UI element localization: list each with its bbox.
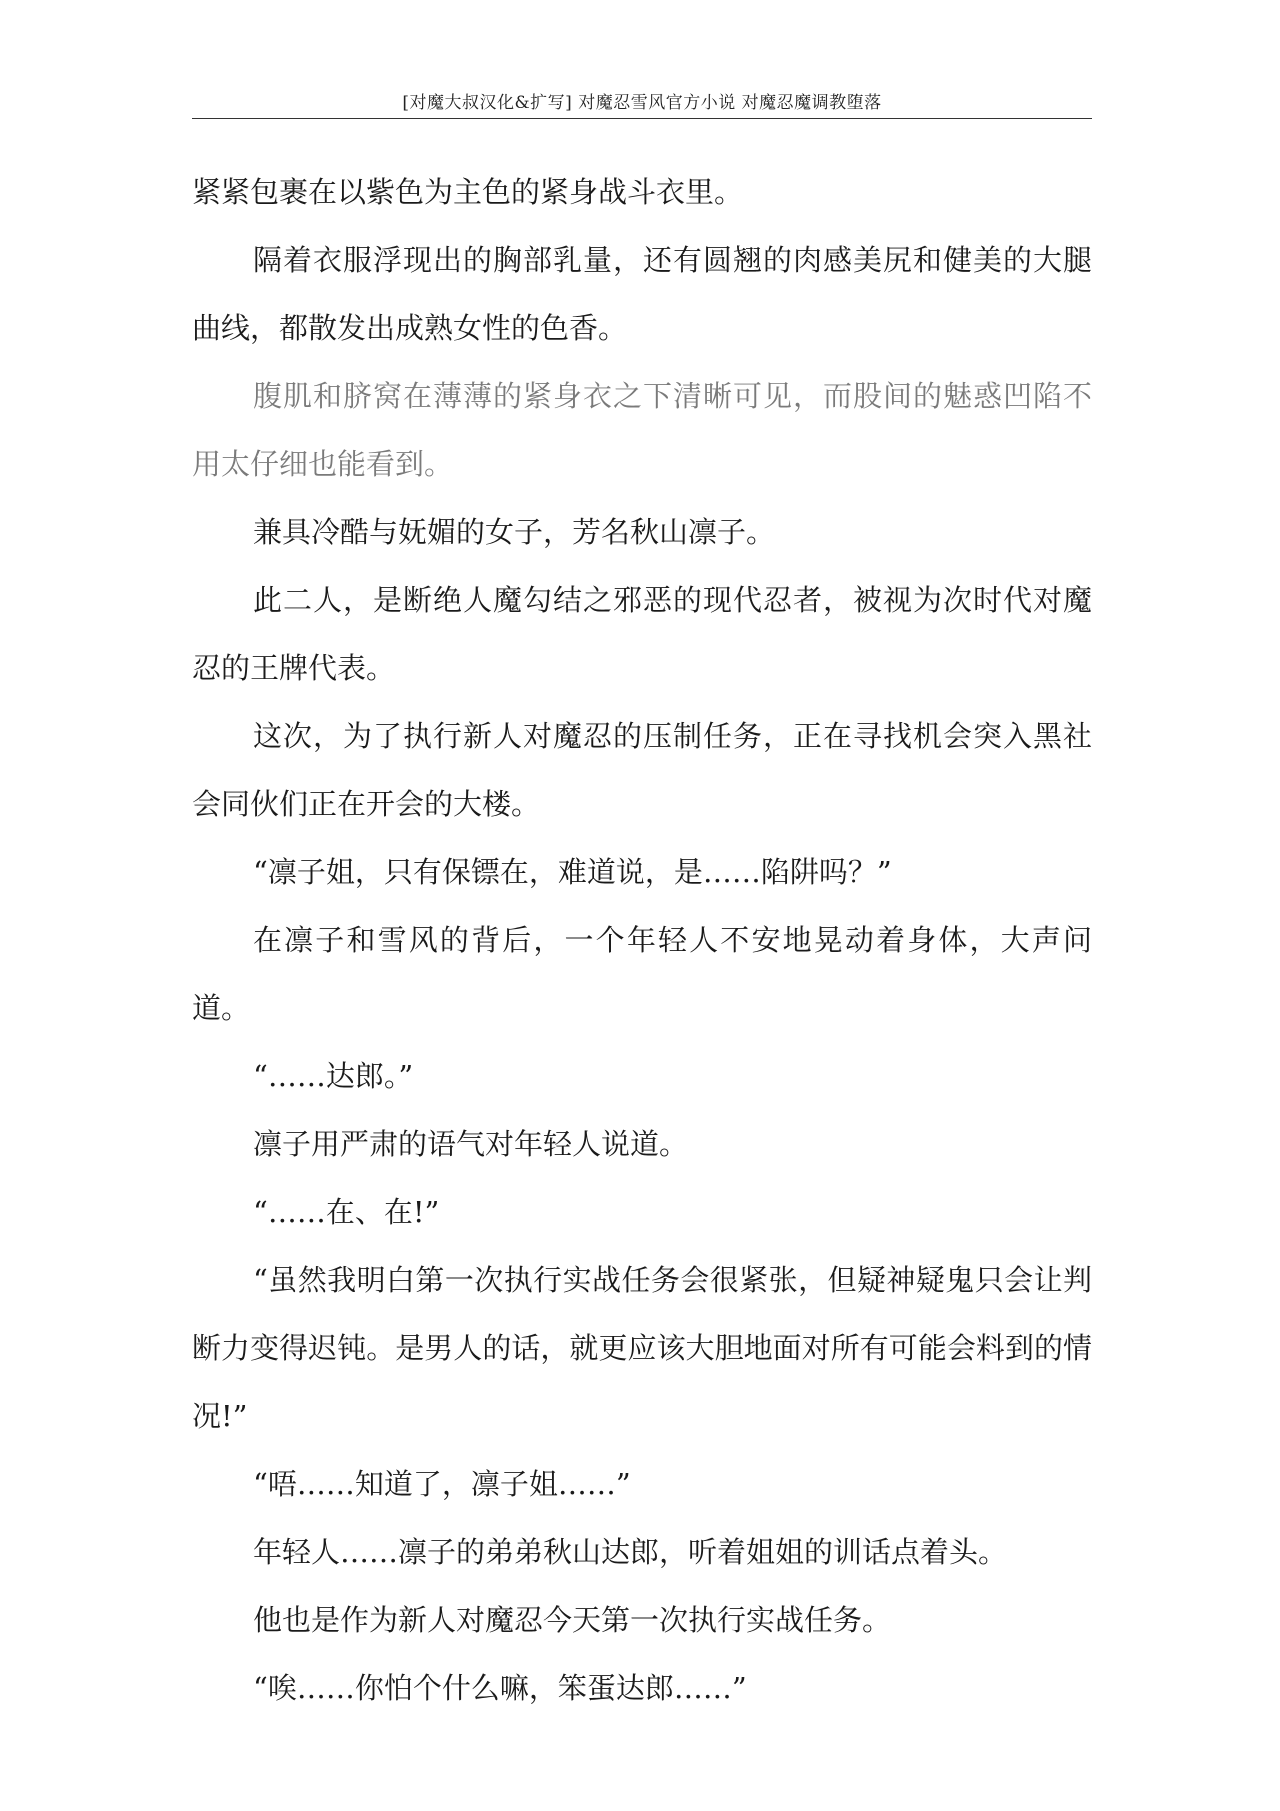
paragraph: 年轻人……凛子的弟弟秋山达郎，听着姐姐的训话点着头。 (253, 1535, 1008, 1569)
paragraph: 这次，为了执行新人对魔忍的压制任务，正在寻找机会突入黑社会同伙们正在开会的大楼。 (192, 719, 1092, 821)
dialogue-paragraph: “凛子姐，只有保镖在，难道说，是……陷阱吗？” (253, 855, 892, 889)
paragraph: 腹肌和脐窝在薄薄的紧身衣之下清晰可见，而股间的魅惑凹陷不用太仔细也能看到。 (192, 379, 1092, 481)
paragraph: 兼具冷酷与妩媚的女子，芳名秋山凛子。 (253, 515, 776, 549)
dialogue-paragraph: “……在、在!” (253, 1195, 440, 1229)
page-header: [对魔大叔汉化&扩写] 对魔忍雪风官方小说 对魔忍魔调教堕落 (402, 93, 882, 113)
paragraph: 此二人，是断绝人魔勾结之邪恶的现代忍者，被视为次时代对魔忍的王牌代表。 (192, 583, 1092, 685)
paragraph: 在凛子和雪风的背后，一个年轻人不安地晃动着身体，大声问道。 (192, 923, 1092, 1025)
dialogue-paragraph: “……达郎。” (253, 1059, 414, 1093)
paragraph: 他也是作为新人对魔忍今天第一次执行实战任务。 (253, 1603, 892, 1637)
body-text (192, 158, 1092, 1722)
dialogue-paragraph: “唉……你怕个什么嘛，笨蛋达郎……” (253, 1671, 747, 1705)
paragraph: 凛子用严肃的语气对年轻人说道。 (253, 1127, 689, 1161)
dialogue-paragraph: “唔……知道了，凛子姐……” (253, 1467, 631, 1501)
paragraph: 紧紧包裹在以紫色为主色的紧身战斗衣里。 (192, 175, 744, 209)
dialogue-paragraph: “虽然我明白第一次执行实战任务会很紧张，但疑神疑鬼只会让判断力变得迟钝。是男人的话，就更应该大胆地面对所有可能会料到的情况!” (192, 1263, 1092, 1433)
header-divider (192, 118, 1092, 119)
paragraph: 隔着衣服浮现出的胸部乳量，还有圆翘的肉感美尻和健美的大腿曲线，都散发出成熟女性的色香。 (192, 243, 1092, 345)
